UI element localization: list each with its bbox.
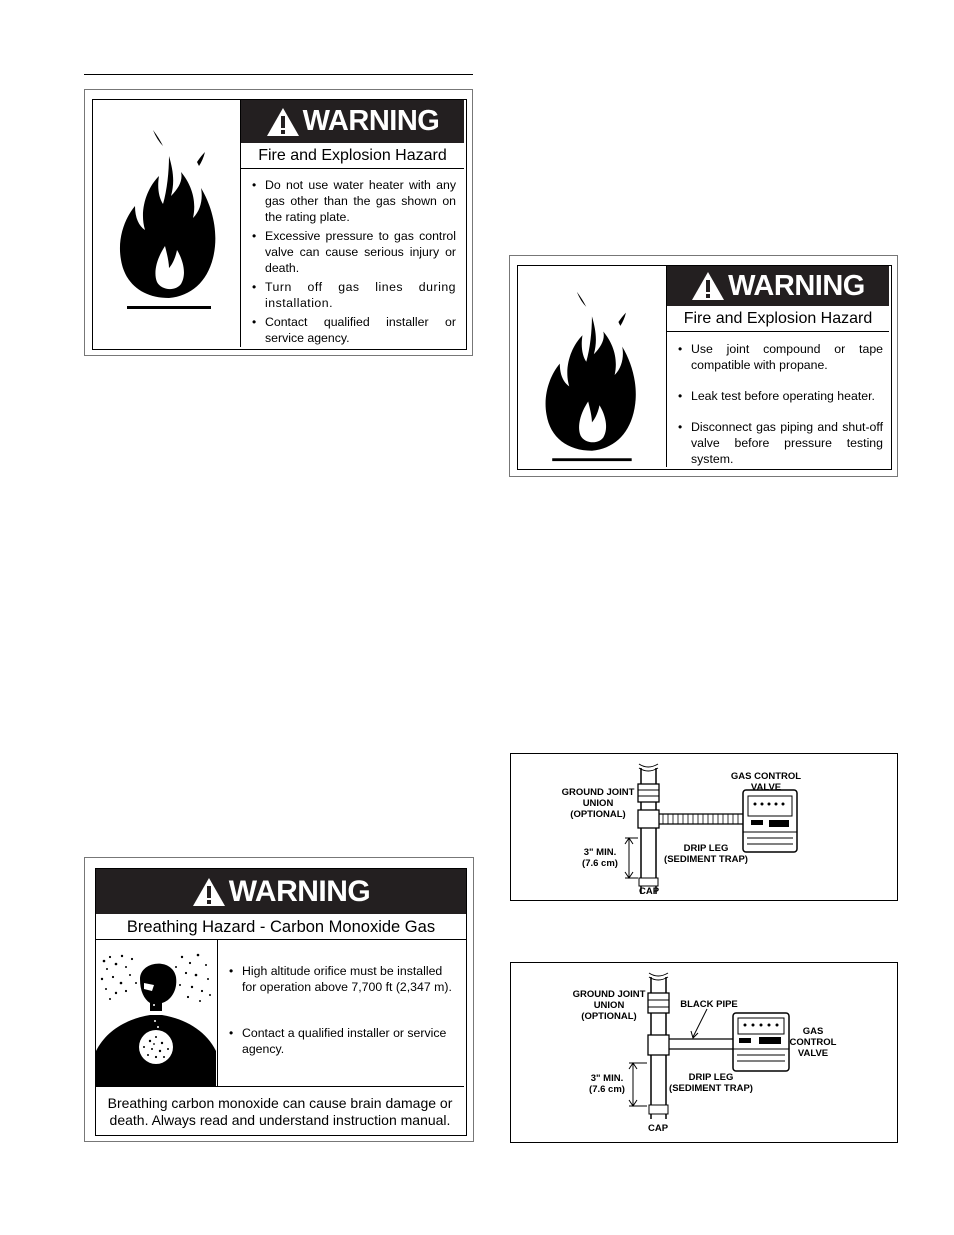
warning-label-carbon-monoxide [84,857,474,1142]
label-line: UNION [582,798,614,809]
label-line: VALVE [797,1048,829,1059]
list-item: • Disconnect gas piping and shut-off valve before pressure testing system. [667,419,883,467]
warning-label-fire-1 [84,89,473,356]
gas-piping-diagram-1 [510,753,898,901]
label-gas-control-valve [787,1026,839,1059]
label-line: DRIP LEG [688,1072,734,1083]
warning-triangle-icon [691,271,725,301]
list-item: • Turn off gas lines during installation. [241,279,456,311]
warning-inner [95,868,467,1136]
list-item: • Leak test before operating heater. [667,388,883,404]
warning-bullet-list [241,177,464,346]
hazard-title: Fire and Explosion Hazard [667,309,889,332]
label-line: DRIP LEG [683,843,729,854]
label-line: (OPTIONAL) [570,809,626,820]
label-cap: CAP [638,886,660,897]
gas-piping-diagram-2 [510,962,898,1143]
warning-right-panel [240,100,464,347]
warning-bullet-list [667,341,889,467]
list-item: • Do not use water heater with any gas other than the gas shown on the rating plate. [241,177,456,225]
warning-triangle-icon [266,107,300,137]
label-min-distance [577,847,623,869]
label-line: (SEDIMENT TRAP) [669,1083,753,1094]
label-line: UNION [593,1000,625,1011]
label-line: (7.6 cm) [582,858,618,869]
label-ground-joint-union [556,787,640,820]
label-line: (OPTIONAL) [581,1011,637,1022]
warning-title: WARNING [228,874,371,908]
warning-banner [241,100,464,143]
warning-right-panel [666,266,889,467]
list-item: • Contact qualified installer or service agency. [241,314,456,346]
carbon-monoxide-person-icon [96,939,216,1086]
warning-inner [517,265,892,470]
warning-label-fire-2 [509,255,898,477]
label-line: GAS [802,1026,824,1037]
label-drip-leg [659,843,753,865]
piping-illustration [511,754,897,900]
label-line: 3" MIN. [590,1073,624,1084]
hazard-title: Breathing Hazard - Carbon Monoxide Gas [96,917,466,940]
hazard-title: Fire and Explosion Hazard [241,146,464,169]
label-line: 3" MIN. [583,847,617,858]
warning-bullet-list [218,963,458,1057]
label-gas-control-valve [721,771,811,793]
co-footer-text: Breathing carbon monoxide can cause brain damage or death. Always read and understand instruction manual. [96,1086,464,1133]
warning-title: WARNING [302,105,440,137]
list-item: • Excessive pressure to gas control valve can cause serious injury or death. [241,228,456,276]
label-cap: CAP [647,1123,669,1134]
label-min-distance [584,1073,630,1095]
label-line: (7.6 cm) [589,1084,625,1095]
warning-banner [96,869,466,914]
warning-banner [667,266,889,306]
label-line: CONTROL [789,1037,837,1048]
label-line: GAS CONTROL [730,771,802,782]
label-line: (SEDIMENT TRAP) [664,854,748,865]
label-drip-leg [664,1072,758,1094]
label-line: GROUND JOINT [572,989,646,1000]
list-item: • High altitude orifice must be installed for operation above 7,700 ft (2,347 m). [218,963,458,995]
warning-triangle-icon [192,877,226,907]
list-item: • Contact a qualified installer or service agency. [218,1025,458,1057]
flame-icon [113,126,223,311]
label-black-pipe: BLACK PIPE [680,999,738,1010]
top-rule [84,74,473,75]
list-item: • Use joint compound or tape compatible with propane. [667,341,883,373]
warning-title: WARNING [728,269,865,302]
flame-icon [536,288,646,463]
co-person-panel [96,939,218,1086]
warning-inner [92,99,467,350]
label-line: VALVE [750,782,782,793]
label-ground-joint-union [567,989,651,1022]
label-line: GROUND JOINT [561,787,635,798]
